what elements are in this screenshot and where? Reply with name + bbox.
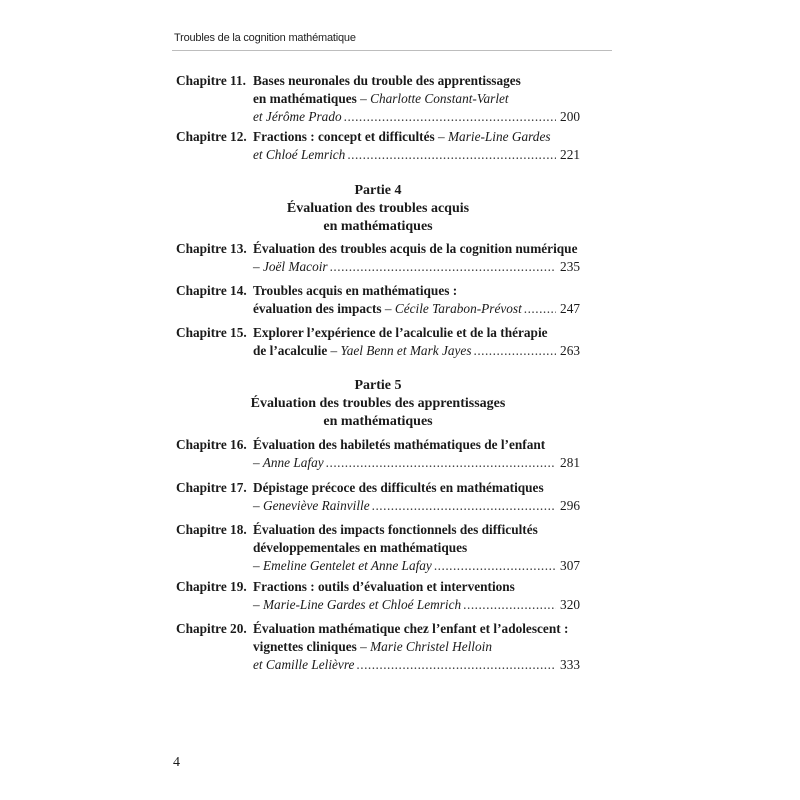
dot-leader [434,557,556,575]
chapter-authors: – Marie-Line Gardes et Chloé Lemrich [253,597,462,612]
dot-leader [524,300,556,318]
page-number: 320 [560,597,580,612]
chapter-title-line: développementales en mathématiques [253,540,468,555]
title-dash: – [434,129,448,144]
chapter-title-line: évaluation des impacts [253,301,382,316]
chapter-authors: et Camille Lelièvre [253,657,355,672]
page-number: 247 [560,301,580,316]
page-number: 281 [560,455,580,470]
dot-leader [326,454,556,472]
chapter-label: Chapitre 13. [176,241,247,256]
page-number: 263 [560,343,580,358]
part-heading-4 [176,182,580,236]
chapter-label: Chapitre 18. [176,522,247,537]
page-number: 296 [560,498,580,513]
chapter-label: Chapitre 14. [176,283,247,298]
chapter-authors: – Emeline Gentelet et Anne Lafay [253,558,432,573]
dot-leader [330,258,556,276]
chapter-authors: et Chloé Lemrich [253,147,346,162]
page-number: 333 [560,657,580,672]
title-dash: – [356,639,371,654]
chapter-authors: – Cécile Tarabon-Prévost [381,301,522,316]
chapter-authors: – Anne Lafay [253,455,324,470]
dot-leader [347,146,556,164]
part-number: Partie 5 [354,378,402,393]
running-title: Troubles de la cognition mathématique [174,32,356,44]
chapter-authors: – Joël Macoir [253,259,328,274]
dot-leader [474,342,557,360]
chapter-title-line: en mathématiques [253,91,357,106]
chapter-title-line: Évaluation mathématique chez l’enfant et l’adolescent : [253,621,569,636]
part-title-line: Évaluation des troubles des apprentissages [250,396,506,411]
page-number: 235 [560,259,580,274]
part-title-line: Évaluation des troubles acquis [286,201,470,216]
page-number: 307 [560,558,580,573]
chapter-label: Chapitre 15. [176,325,247,340]
chapter-title-line: Explorer l’expérience de l’acalculie et de la thérapie [253,325,548,340]
chapter-title-line: Fractions : outils d’évaluation et interventions [253,579,515,594]
part-heading-5 [176,377,580,431]
page-number: 221 [560,147,580,162]
chapter-authors: et Jérôme Prado [253,109,342,124]
part-title-line: en mathématiques [323,219,433,234]
page-number: 200 [560,109,580,124]
header-rule [172,50,612,51]
chapter-label: Chapitre 19. [176,579,247,594]
dot-leader [372,497,556,515]
chapter-authors: Charlotte Constant-Varlet [370,91,509,106]
chapter-label: Chapitre 11. [176,73,246,88]
chapter-title-line: Évaluation des troubles acquis de la cognition numérique [253,241,578,256]
chapter-title-line: Évaluation des impacts fonctionnels des difficultés [253,522,538,537]
dot-leader [344,108,556,126]
chapter-title-line: vignettes cliniques [253,639,357,654]
chapter-label: Chapitre 12. [176,129,247,144]
chapter-authors: – Yael Benn et Mark Jayes [327,343,472,358]
chapter-title-line: Troubles acquis en mathématiques : [253,283,458,298]
title-dash: – [356,91,371,106]
chapter-authors: – Geneviève Rainville [253,498,370,513]
chapter-title-line: Bases neuronales du trouble des apprentissages [253,73,521,88]
chapter-title-line: Dépistage précoce des difficultés en mathématiques [253,480,544,495]
part-number: Partie 4 [354,183,402,198]
chapter-title-line: de l’acalculie [253,343,328,358]
part-title-line: en mathématiques [323,414,433,429]
chapter-label: Chapitre 17. [176,480,247,495]
chapter-title-line: Évaluation des habiletés mathématiques de l’enfant [253,437,546,452]
folio-page-number: 4 [173,755,180,770]
chapter-label: Chapitre 16. [176,437,247,452]
dot-leader [356,656,556,674]
chapter-title-line: Fractions : concept et difficultés [253,129,435,144]
chapter-authors: Marie Christel Helloin [370,639,492,654]
dot-leader [463,596,556,614]
chapter-label: Chapitre 20. [176,621,247,636]
chapter-authors: Marie-Line Gardes [447,129,551,144]
